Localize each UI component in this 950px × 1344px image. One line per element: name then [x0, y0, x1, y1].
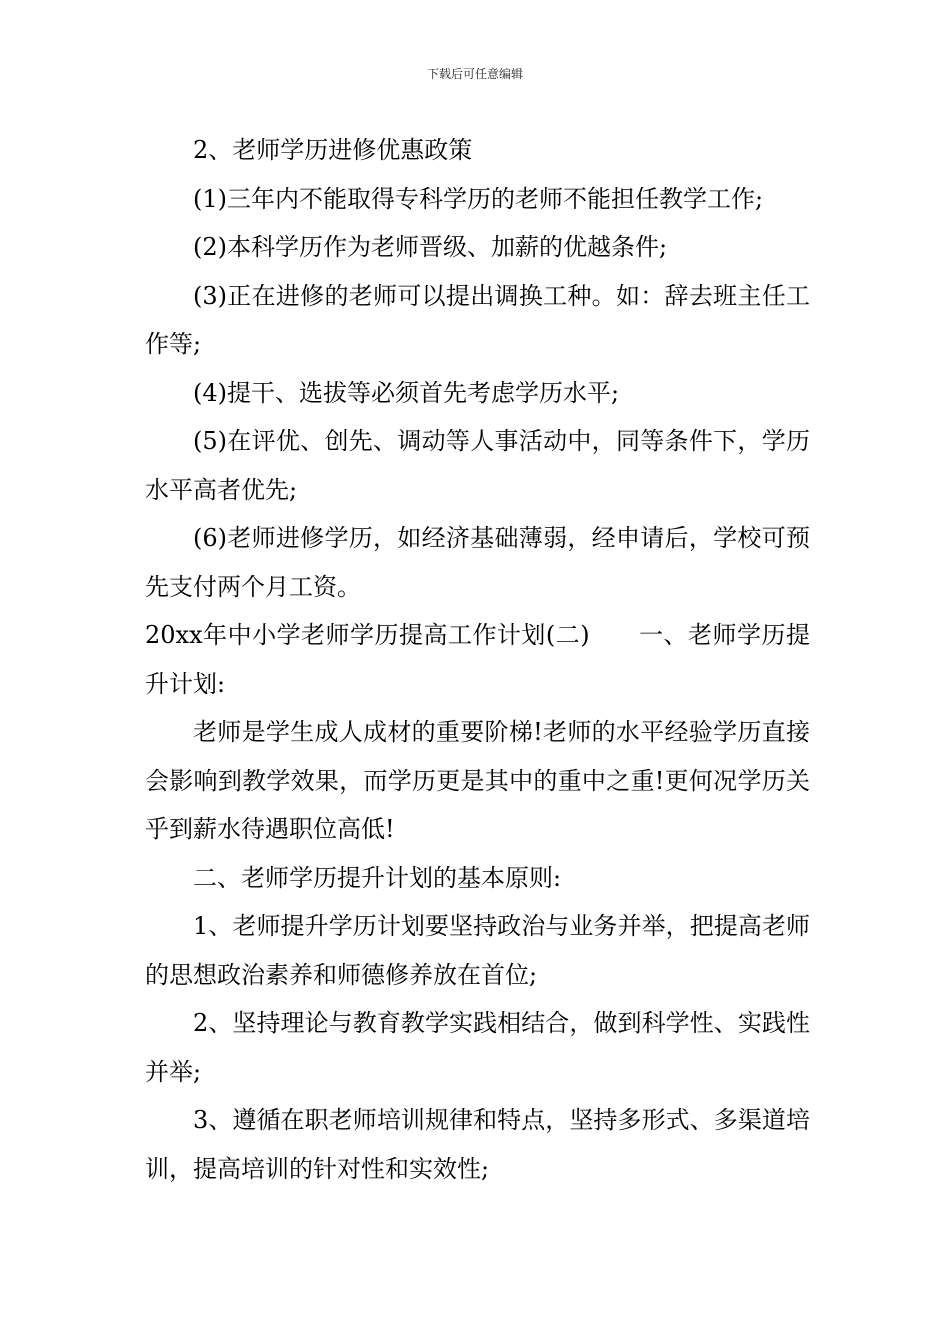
paragraph-principle-1: 1、老师提升学历计划要坚持政治与业务并举，把提高老师的思想政治素养和师德修养放在首位;: [145, 912, 810, 989]
document-body: [145, 126, 810, 1193]
paragraph-policy-item-2: (2)本科学历作为老师晋级、加薪的优越条件;: [193, 233, 668, 261]
paragraph-policy-item-6: (6)老师进修学历，如经济基础薄弱，经申请后，学校可预先支付两个月工资。: [145, 524, 810, 601]
paragraph-principle-3: 3、遵循在职老师培训规律和特点，坚持多形式、多渠道培训，提高培训的针对性和实效性;: [145, 1106, 810, 1183]
paragraph-plan-intro: 老师是学生成人成材的重要阶梯!老师的水平经验学历直接会影响到教学效果，而学历更是其中的重中之重!更何况学历关乎到薪水待遇职位高低!: [145, 718, 810, 843]
paragraph-plan-title: 20xx年中小学老师学历提高工作计划(二) 一、老师学历提升计划:: [145, 621, 810, 698]
paragraph-policy-item-1: (1)三年内不能取得专科学历的老师不能担任教学工作;: [193, 184, 764, 213]
paragraph-principle-2: 2、坚持理论与教育教学实践相结合，做到科学性、实践性并举;: [145, 1009, 810, 1086]
paragraph-policy-item-3: (3)正在进修的老师可以提出调换工种。如：辞去班主任工作等;: [145, 281, 810, 358]
page-header: 下载后可任意编辑: [426, 67, 523, 81]
paragraph-policy-heading: 2、老师学历进修优惠政策: [193, 136, 473, 164]
paragraph-policy-item-4: (4)提干、选拔等必须首先考虑学历水平;: [193, 378, 620, 407]
paragraph-policy-item-5: (5)在评优、创先、调动等人事活动中，同等条件下，学历水平高者优先;: [145, 427, 810, 504]
paragraph-principles-heading: 二、老师学历提升计划的基本原则:: [193, 863, 562, 892]
